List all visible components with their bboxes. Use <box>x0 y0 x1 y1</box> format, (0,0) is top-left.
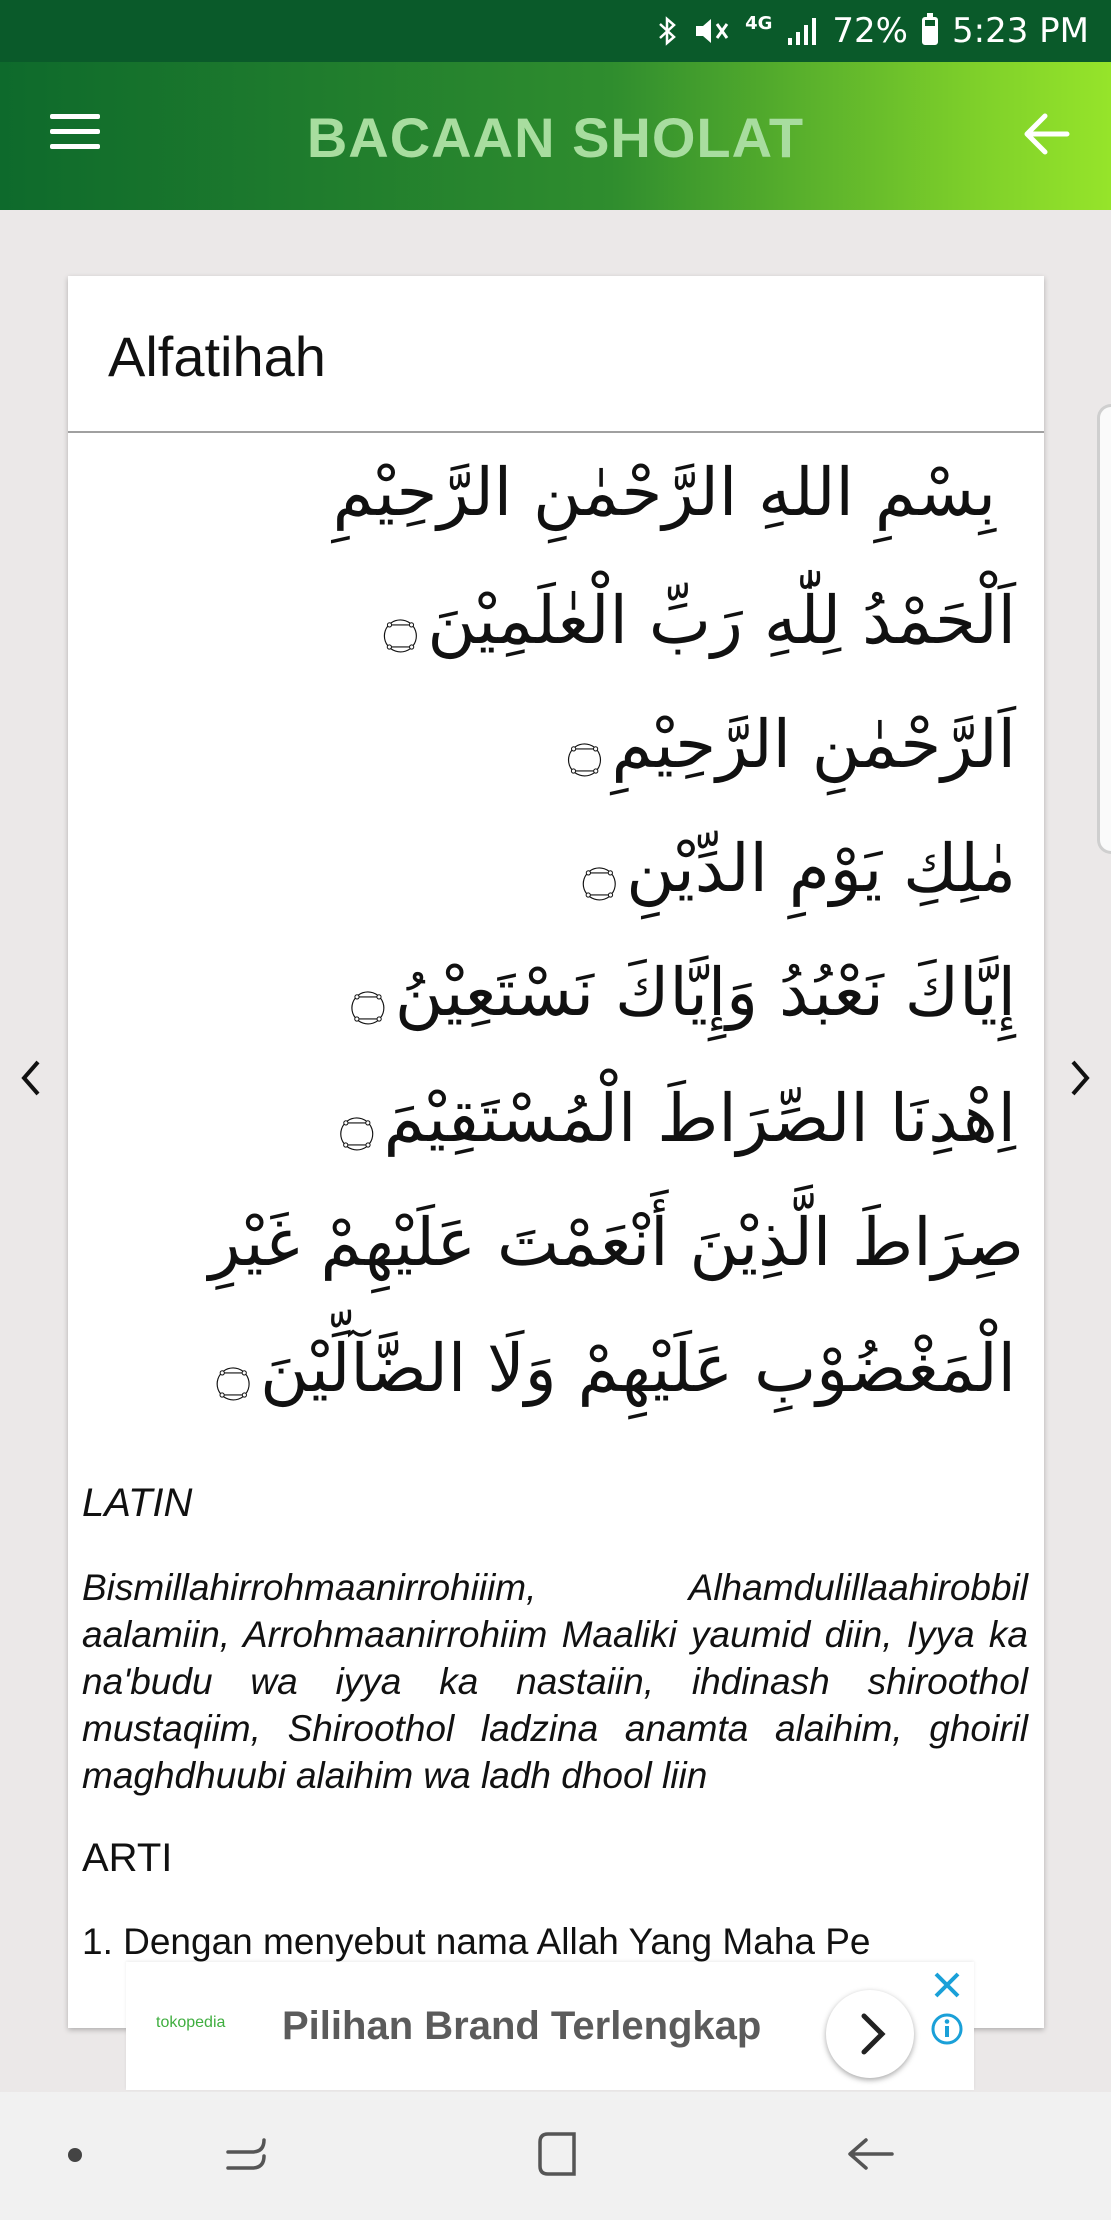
arabic-line: صِرَاطَ الَّذِيْنَ أَنْعَمْتَ عَلَيْهِمْ غَيْرِ <box>208 1204 1024 1281</box>
info-icon[interactable] <box>930 2012 964 2046</box>
ayah-mark-icon: ۝ <box>339 1087 374 1155</box>
content-card <box>68 276 1044 2028</box>
battery-percent: 72% <box>832 11 908 51</box>
status-bar <box>0 0 1111 62</box>
arabic-text-block <box>68 434 1044 1724</box>
page-title: BACAAN SHOLAT <box>306 106 805 169</box>
back-arrow-icon[interactable] <box>1019 106 1075 162</box>
ayah-mark-icon: ۝ <box>216 1337 251 1405</box>
ayah-mark-icon: ۝ <box>350 961 385 1029</box>
arabic-line: مٰلِكِ يَوْمِ الدِّيْنِ۝ <box>582 830 1016 907</box>
ayah-mark-icon: ۝ <box>567 713 602 781</box>
ayah-mark-icon: ۝ <box>383 589 418 657</box>
mute-icon <box>693 15 731 47</box>
status-time: 5:23 PM <box>952 11 1089 51</box>
chevron-right-icon[interactable] <box>1059 1056 1099 1100</box>
arabic-line: اَلْحَمْدُ لِلّٰهِ رَبِّ الْعٰلَمِيْنَ۝ <box>383 582 1016 659</box>
latin-label: LATIN <box>82 1481 193 1525</box>
home-icon[interactable] <box>532 2128 582 2185</box>
bluetooth-icon <box>657 15 679 47</box>
arabic-line: اِهْدِنَا الصِّرَاطَ الْمُسْتَقِيْمَ۝ <box>339 1080 1016 1157</box>
chevron-left-icon[interactable] <box>12 1056 52 1100</box>
battery-icon <box>922 17 938 45</box>
recent-apps-icon[interactable] <box>222 2128 272 2185</box>
system-navigation-bar <box>0 2092 1111 2220</box>
arabic-line: بِسْمِ اللهِ الرَّحْمٰنِ الرَّحِيْمِ <box>332 454 996 531</box>
ad-open-button[interactable] <box>826 1990 914 2078</box>
arti-translation: 1. Dengan menyebut nama Allah Yang Maha Pe <box>82 1921 871 1962</box>
ad-banner[interactable] <box>126 1962 974 2090</box>
divider <box>68 431 1044 433</box>
arabic-line: إِيَّاكَ نَعْبُدُ وَإِيَّاكَ نَسْتَعِيْنُ۝ <box>350 954 1016 1031</box>
ayah-mark-icon: ۝ <box>582 837 617 905</box>
network-4g-icon: 4G <box>745 12 773 34</box>
card-title: Alfatihah <box>108 325 326 388</box>
close-icon[interactable] <box>930 1968 964 2002</box>
app-bar <box>0 62 1111 210</box>
latin-transliteration: Bismillahirrohmaanirrohiiim, Alhamdulillaahirobbil aalamiin, Arrohmaanirrohiim Maaliki yaumid diin, Iyya ka na'budu wa iyya ka nastaiin, ihdinash shiroothol mustaqiim, Shiroothol ladzina anamta alaihim, ghoiril maghdhuubi alaihim wa ladh dhool liin <box>82 1567 1028 1796</box>
ad-brand: tokopedia <box>156 2014 226 2031</box>
signal-icon <box>786 16 818 46</box>
chevron-right-icon <box>826 1990 914 2078</box>
arabic-line: اَلرَّحْمٰنِ الرَّحِيْمِ۝ <box>567 706 1016 783</box>
nav-dot-icon[interactable] <box>68 2148 82 2162</box>
arti-label: ARTI <box>82 1836 173 1880</box>
scroll-handle[interactable] <box>1097 404 1111 854</box>
ad-headline[interactable]: Pilihan Brand Terlengkap <box>282 2004 762 2048</box>
system-back-icon[interactable] <box>842 2128 898 2185</box>
arabic-line: الْمَغْضُوْبِ عَلَيْهِمْ وَلَا الضَّآلِّيْنَ۝ <box>216 1330 1016 1407</box>
